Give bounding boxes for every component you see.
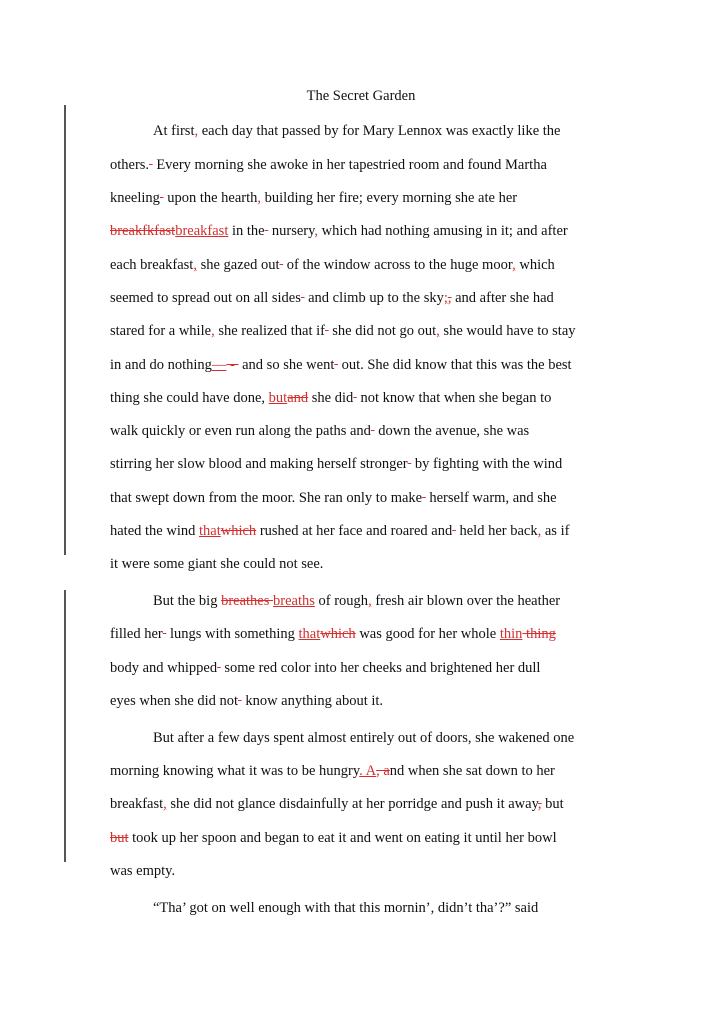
body-text: But the big	[153, 593, 222, 609]
inserted-text: that	[298, 626, 321, 642]
inserted-text: ,	[163, 796, 167, 812]
body-text: not know that when she began to	[356, 390, 552, 406]
body-text: herself warm, and she	[425, 490, 557, 506]
body-text: it were some giant she could not see.	[110, 556, 324, 572]
body-text: rushed at her face and roared and	[256, 523, 453, 539]
text-line	[110, 795, 564, 813]
inserted-text: . A	[359, 763, 377, 779]
body-text: down the avenue, she was	[374, 423, 530, 439]
text-line	[110, 522, 569, 540]
text-line	[110, 829, 557, 847]
text-line	[110, 356, 572, 374]
body-text: fresh air blown over the heather	[371, 593, 561, 609]
body-text: filled her	[110, 626, 163, 642]
deleted-text: , a	[376, 763, 390, 779]
body-text: took up her spoon and began to eat it and went on eating it until her bowl	[128, 830, 557, 846]
body-text: which had nothing amusing in it; and after	[318, 223, 568, 239]
text-line	[153, 122, 560, 140]
body-text: and climb up to the sky	[304, 290, 444, 306]
body-text: hated the wind	[110, 523, 199, 539]
body-text: but	[541, 796, 564, 812]
body-text: lungs with something	[166, 626, 299, 642]
inserted-text: ;	[443, 290, 448, 306]
body-text: building her fire; every morning she ate her	[261, 190, 518, 206]
deleted-text: but	[110, 830, 129, 846]
inserted-text: ,	[436, 323, 440, 339]
body-text: she did not glance disdainfully at her porridge and push it away	[166, 796, 538, 812]
body-text: know anything about it.	[241, 693, 384, 709]
text-line	[110, 389, 551, 407]
text-line	[110, 422, 529, 440]
body-text: breakfast	[110, 796, 164, 812]
text-line	[153, 899, 538, 917]
body-text: she did	[308, 390, 354, 406]
body-text: each day that passed by for Mary Lennox was exactly like the	[198, 123, 561, 139]
deleted-text: and	[287, 390, 309, 406]
inserted-text: ,	[211, 323, 215, 339]
body-text: some red color into her cheeks and brightened her dull	[220, 660, 541, 676]
body-text: “Tha’ got on well enough with that this mornin’, didn’t tha’?” said	[153, 900, 539, 916]
body-text: body and whipped	[110, 660, 218, 676]
body-text: of the window across to the huge moor	[283, 257, 513, 273]
text-line	[110, 625, 556, 643]
body-text: out. She did know that this was the best	[337, 357, 572, 373]
deleted-text: which	[320, 626, 356, 642]
inserted-text: ,	[537, 523, 542, 539]
text-line	[110, 659, 540, 677]
body-text: stared for a while	[110, 323, 212, 339]
body-text: each breakfast	[110, 257, 194, 273]
inserted-text: but	[268, 390, 288, 406]
change-bar	[64, 105, 66, 555]
text-line	[110, 762, 555, 780]
inserted-text: that	[199, 523, 221, 539]
body-text: held her back	[455, 523, 538, 539]
body-text: nursery	[268, 223, 315, 239]
deleted-text: breathes	[221, 593, 274, 609]
body-text: she realized that if	[214, 323, 325, 339]
text-line	[110, 222, 568, 240]
inserted-text: breakfast	[175, 223, 229, 239]
text-line	[110, 692, 383, 710]
body-text: thing she could have done,	[110, 390, 269, 406]
inserted-text: ,	[314, 223, 319, 239]
text-line	[110, 862, 175, 880]
body-text: was empty.	[110, 863, 176, 879]
document-title: The Secret Garden	[306, 88, 416, 104]
inserted-text: ,	[193, 257, 197, 273]
text-line	[110, 189, 517, 207]
text-line	[110, 555, 323, 573]
body-text: eyes when she did not	[110, 693, 239, 709]
text-line	[110, 289, 554, 307]
change-bar	[64, 590, 66, 862]
deleted-text: which	[220, 523, 257, 539]
text-line	[153, 592, 560, 610]
body-text: that swept down from the moor. She ran only to make	[110, 490, 423, 506]
body-text: At first	[153, 123, 195, 139]
body-text: stirring her slow blood and making herself stronger	[110, 456, 408, 472]
text-line	[110, 455, 562, 473]
inserted-text: ,	[512, 257, 516, 273]
text-line	[153, 729, 574, 747]
deleted-text: breakfkfast	[110, 223, 176, 239]
body-text: and after she had	[451, 290, 554, 306]
text-line	[110, 256, 555, 274]
inserted-text: ,	[368, 593, 372, 609]
deleted-text: -	[226, 357, 239, 373]
deleted-text: ,	[537, 796, 542, 812]
body-text: nd when she sat down to her	[389, 763, 555, 779]
body-text: walk quickly or even run along the paths and	[110, 423, 371, 439]
body-text: by fighting with the wind	[411, 456, 563, 472]
body-text: in the	[228, 223, 265, 239]
body-text: morning knowing what it was to be hungry	[110, 763, 360, 779]
body-text: of rough	[314, 593, 369, 609]
inserted-text: ,	[257, 190, 262, 206]
deleted-text: ,	[447, 290, 452, 306]
inserted-text: breaths	[273, 593, 315, 609]
body-text: Every morning she awoke in her tapestried room and found Martha	[152, 157, 547, 173]
deleted-text: thing	[522, 626, 556, 642]
text-line	[110, 489, 557, 507]
body-text: in and do nothing	[110, 357, 212, 373]
text-line	[110, 156, 547, 174]
body-text: seemed to spread out on all sides	[110, 290, 301, 306]
inserted-text: thin	[499, 626, 523, 642]
body-text: as if	[541, 523, 570, 539]
body-text: and so she went	[238, 357, 335, 373]
inserted-text: —	[211, 357, 227, 373]
body-text: others.	[110, 157, 150, 173]
text-line	[110, 322, 576, 340]
body-text: she did not go out	[328, 323, 437, 339]
body-text: But after a few days spent almost entirely out of doors, she wakened one	[153, 730, 575, 746]
body-text: she would have to stay	[439, 323, 576, 339]
body-text: upon the hearth	[163, 190, 258, 206]
inserted-text: ,	[194, 123, 199, 139]
body-text: was good for her whole	[355, 626, 500, 642]
body-text: which	[515, 257, 555, 273]
body-text: she gazed out	[196, 257, 280, 273]
body-text: kneeling	[110, 190, 160, 206]
